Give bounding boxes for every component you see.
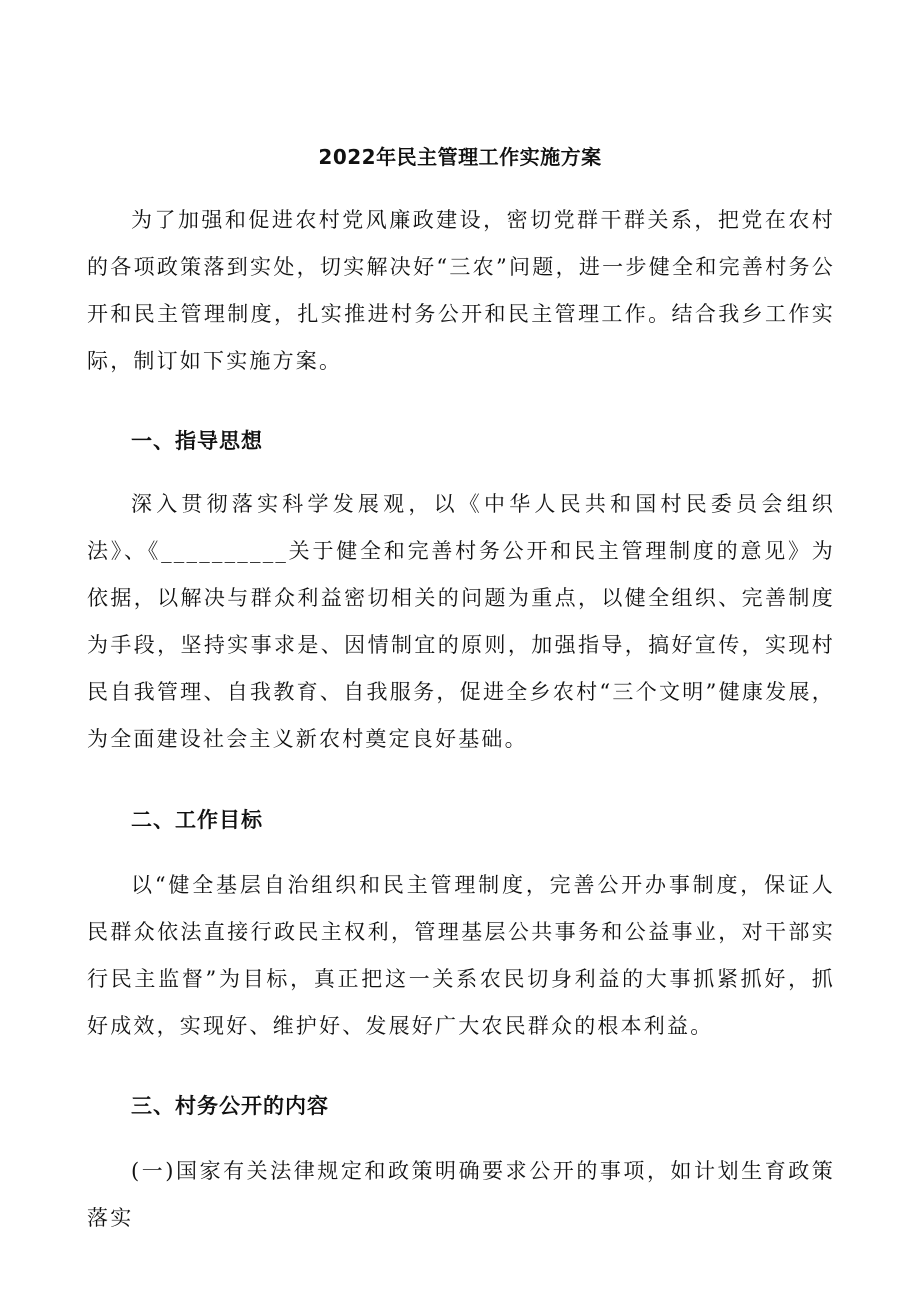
section-heading-guiding-thought: 一、指导思想 <box>131 429 263 453</box>
section-paragraph-guiding-thought: 深入贯彻落实科学发展观，以《中华人民共和国村民委员会组织法》、《__________关于健全和完善村务公开和民主管理制度的意见》为依据，以解决与群众利益密切相关的问题为重点，以健全组织、完善制度为手段，坚持实事求是、因情制宜的原则，加强指导，搞好宣传，实现村民自我管理、自我教育、自我服务，促进全乡农村“三个文明”健康发展，为全面建设社会主义新农村奠定良好基础。 <box>87 492 835 751</box>
section-paragraph-work-goals: 以“健全基层自治组织和民主管理制度，完善公开办事制度，保证人民群众依法直接行政民主权利，管理基层公共事务和公益事业，对干部实行民主监督”为目标，真正把这一关系农民切身利益的大事抓紧抓好，抓好成效，实现好、维护好、发展好广大农民群众的根本利益。 <box>87 873 835 1038</box>
section-heading-work-goals: 二、工作目标 <box>131 808 263 832</box>
section-paragraph-disclosure-content: (一)国家有关法律规定和政策明确要求公开的事项，如计划生育政策落实 <box>87 1159 835 1230</box>
section-heading-disclosure-content: 三、村务公开的内容 <box>131 1094 329 1118</box>
document-title: 2022年民主管理工作实施方案 <box>318 145 602 169</box>
intro-paragraph: 为了加强和促进农村党风廉政建设，密切党群干群关系，把党在农村的各项政策落到实处，切实解决好“三农”问题，进一步健全和完善村务公开和民主管理制度，扎实推进村务公开和民主管理工作。结合我乡工作实际，制订如下实施方案。 <box>87 208 835 373</box>
